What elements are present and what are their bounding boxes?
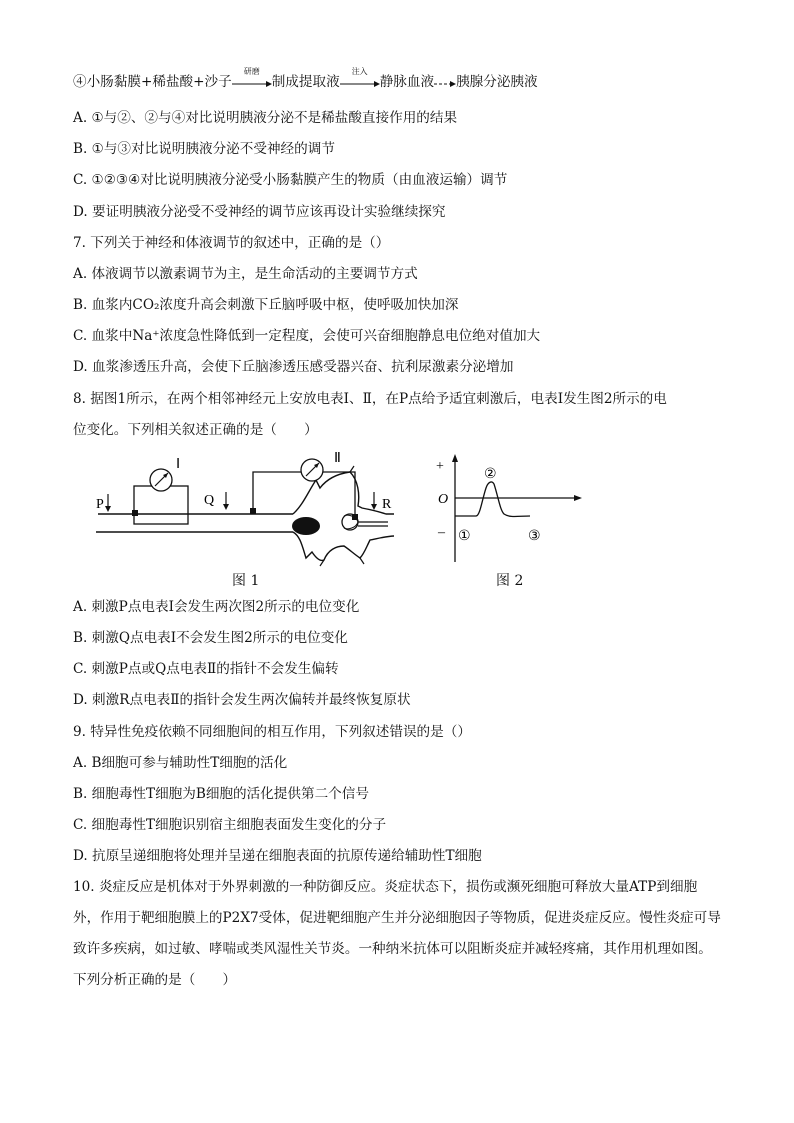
- q8-option-a: A. 刺激P点电表Ⅰ会发生两次图2所示的电位变化: [73, 599, 360, 615]
- q9-stem: 9. 特异性免疫依赖不同细胞间的相互作用，下列叙述错误的是（）: [73, 724, 471, 740]
- q9-option-c: C. 细胞毒性T细胞识别宿主细胞表面发生变化的分子: [73, 817, 387, 833]
- q7-stem: 7. 下列关于神经和体液调节的叙述中，正确的是（）: [73, 235, 390, 251]
- label-r: R: [382, 497, 392, 512]
- label-mark-2: ②: [484, 466, 497, 482]
- q6-option-b: B. ①与③对比说明胰液分泌不受神经的调节: [73, 141, 335, 157]
- q6-step3: 静脉血液: [379, 74, 435, 90]
- label-mark-1: ①: [458, 528, 471, 544]
- q8-option-c: C. 刺激P点或Q点电表Ⅱ的指针不会发生偏转: [73, 661, 339, 677]
- q8-option-b: B. 刺激Q点电表Ⅰ不会发生图2所示的电位变化: [73, 630, 348, 646]
- q8-stem-line1: 8. 据图1所示，在两个相邻神经元上安放电表Ⅰ、Ⅱ，在P点给予适宜刺激后，电表Ⅰ发生图2所示的电: [73, 391, 667, 407]
- q9-option-a: A. B细胞可参与辅助性T细胞的活化: [73, 755, 288, 771]
- label-p: P: [96, 497, 104, 512]
- figure-2-potential-graph: [430, 450, 590, 570]
- q6-option-a: A. ①与②、②与④对比说明胰液分泌不是稀盐酸直接作用的结果: [73, 110, 458, 126]
- q8-option-d: D. 刺激R点电表Ⅱ的指针会发生两次偏转并最终恢复原状: [73, 692, 411, 708]
- q7-option-b: B. 血浆内CO₂浓度升高会刺激下丘脑呼吸中枢，使呼吸加快加深: [73, 297, 459, 313]
- dashed-arrow-icon: [434, 76, 456, 90]
- q6-option-c: C. ①②③④对比说明胰液分泌受小肠黏膜产生的物质（由血液运输）调节: [73, 172, 508, 188]
- inject-arrow-icon: 注入: [340, 76, 380, 90]
- label-plus: +: [436, 459, 444, 474]
- q10-stem: 10. 炎症反应是机体对于外界刺激的一种防御反应。炎症状态下，损伤或濒死细胞可释放大量ATP到细胞外，作用于靶细胞膜上的P2X7受体，促进靶细胞产生并分泌细胞因子等物质，促进炎症反应。慢性炎症可导致许多疾病，如过敏、哮喘或类风湿性关节炎。一种纳米抗体可以阻断炎症并减轻疼痛，其作用机理如图。下列分析正确的是（ ）: [73, 879, 721, 988]
- grind-arrow-icon: 研磨: [232, 76, 272, 90]
- figure-1-caption: 图 1: [232, 573, 260, 589]
- figure-1-neuron-diagram: [88, 450, 408, 570]
- label-mark-3: ③: [528, 528, 541, 544]
- q7-option-d: D. 血浆渗透压升高，会使下丘脑渗透压感受器兴奋、抗利尿激素分泌增加: [73, 359, 514, 375]
- q6-step4: 胰腺分泌胰液: [456, 74, 538, 90]
- label-meter-2: Ⅱ: [334, 451, 341, 466]
- q6-pathway: [73, 66, 538, 92]
- q7-option-a: A. 体液调节以激素调节为主，是生命活动的主要调节方式: [73, 266, 418, 282]
- q6-option-d: D. 要证明胰液分泌受不受神经的调节应该再设计实验继续探究: [73, 204, 446, 220]
- label-q: Q: [204, 493, 215, 508]
- figure-2-caption: 图 2: [496, 573, 524, 589]
- q9-option-d: D. 抗原呈递细胞将处理并呈递在细胞表面的抗原传递给辅助性T细胞: [73, 848, 482, 864]
- q7-option-c: C. 血浆中Na⁺浓度急性降低到一定程度，会使可兴奋细胞静息电位绝对值加大: [73, 328, 541, 344]
- q8-stem-line2: 位变化。下列相关叙述正确的是（ ）: [73, 422, 318, 438]
- q6-step1: ④小肠黏膜+稀盐酸+沙子: [73, 74, 232, 90]
- q9-option-b: B. 细胞毒性T细胞为B细胞的活化提供第二个信号: [73, 786, 369, 802]
- q6-step2: 制成提取液: [271, 74, 340, 90]
- label-meter-1: Ⅰ: [176, 457, 181, 472]
- label-origin: O: [438, 492, 449, 507]
- label-minus: –: [438, 525, 445, 540]
